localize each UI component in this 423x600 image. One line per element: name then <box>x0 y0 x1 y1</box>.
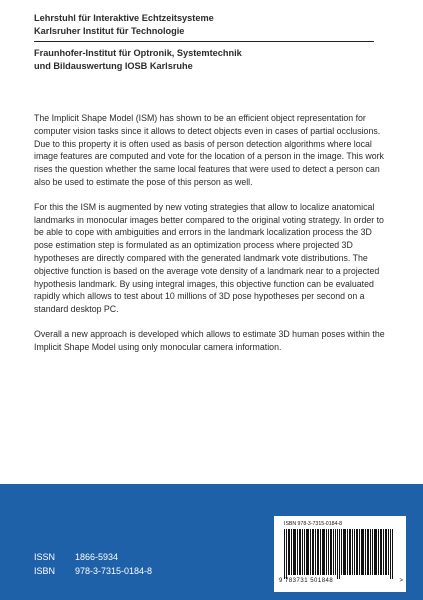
institution-line: Fraunhofer-Institut für Optronik, Systemtechnik <box>34 48 242 58</box>
issn-row <box>34 550 152 564</box>
barcode-isbn-text: ISBN 978-3-7315-0184-8 <box>284 521 342 527</box>
institution-line: und Bildauswertung IOSB Karlsruhe <box>34 61 193 71</box>
issn-value: 1866-5934 <box>75 552 119 562</box>
isbn-barcode <box>274 516 406 592</box>
institution-line: Karlsruher Institut für Technologie <box>34 26 185 36</box>
issn-isbn-block <box>34 550 152 578</box>
abstract-paragraph-2: For this the ISM is augmented by new voting strategies that allow to localize anatomical landmarks in monocular images better compared to the original voting strategy. In order to be able to cope with ambiguities and errors in the landmark localization process the 3D pose estimation step is formulated as an optimization process where projected 3D hypotheses are directly compared with the generated landmark vote distributions. The objective function is based on the average vote density of a landmark near to a projected hypothesis landmark. By using integral images, this objective function can be evaluated rapidly which allows to test about 10 millions of 3D pose hypotheses per second on a standard desktop PC. <box>34 201 384 315</box>
header-institutions <box>34 12 374 76</box>
isbn-value: 978-3-7315-0184-8 <box>75 566 153 576</box>
institution-block-2 <box>34 47 374 73</box>
barcode-bars-icon <box>284 529 398 579</box>
barcode-number: 9 783731 501848 <box>279 578 334 584</box>
isbn-row <box>34 564 152 578</box>
barcode-arrow: > <box>399 578 403 584</box>
institution-line: Lehrstuhl für Interaktive Echtzeitsysteme <box>34 13 214 23</box>
abstract-text <box>34 112 390 366</box>
abstract-paragraph-1: The Implicit Shape Model (ISM) has shown to be an efficient object representation for computer vision tasks since it allows to detect objects even in cases of partial occlusions. Due to this property it is often used as basis of person detection algorithms where local image features are computed and vote for the location of a person in the image. This work rises the question whether the same local features that were used to detect a person can also be used to estimate the pose of this person as well. <box>34 113 384 187</box>
header-divider <box>34 41 374 42</box>
isbn-label: ISBN <box>34 566 56 576</box>
abstract-paragraph-3: Overall a new approach is developed which allows to estimate 3D human poses within the Implicit Shape Model using only monocular camera information. <box>34 328 385 352</box>
institution-block-1 <box>34 12 374 38</box>
issn-label: ISSN <box>34 552 56 562</box>
